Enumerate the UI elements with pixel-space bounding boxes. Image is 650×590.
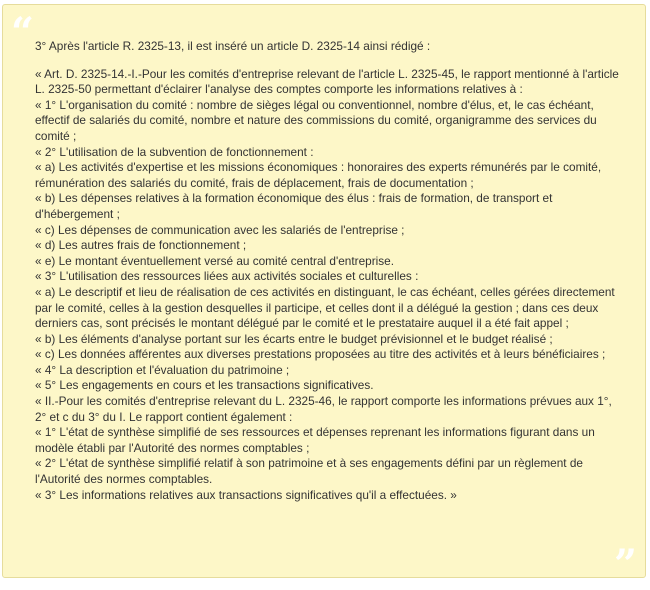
paragraph: « II.-Pour les comités d'entreprise relevant du L. 2325-46, le rapport comporte les informations prévues aux 1°, 2° et c du 3° du I. Le rapport contient également : — [35, 394, 612, 424]
paragraph: « 2° L'utilisation de la subvention de fonctionnement : — [35, 144, 314, 159]
open-quote-icon: “ — [11, 9, 35, 56]
paragraph: « a) Le descriptif et lieu de réalisation de ces activités en distinguant, le cas échéant, celles gérées directement par le comité, celles à la gestion desquelles il participe, et celles dont il a délégué la gestion ; dans ces deux derniers cas, sont précisés le montant délégué par le comité et le prestataire auquel il a été fait appel ; — [35, 284, 615, 331]
paragraph: « b) Les éléments d'analyse portant sur les écarts entre le budget prévisionnel et le budget réalisé ; — [35, 331, 553, 346]
close-quote-icon: ” — [613, 541, 637, 588]
paragraph: « 4° La description et l'évaluation du patrimoine ; — [35, 362, 290, 377]
paragraph: « 1° L'état de synthèse simplifié de ses ressources et dépenses reprenant les informations figurant dans un modèle établi par l'Autorité des normes comptables ; — [35, 425, 595, 455]
paragraph: « a) Les activités d'expertise et les missions économiques : honoraires des experts rémunérés par le comité, rémunération des salariés du comité, frais de déplacement, frais de documentation ; — [35, 160, 602, 190]
paragraph: « c) Les données afférentes aux diverses prestations proposées au titre des activités et à leurs bénéficiaires ; — [35, 347, 606, 362]
paragraph: « b) Les dépenses relatives à la formation économique des élus : frais de formation, de transport et d'hébergement ; — [35, 191, 553, 221]
paragraph: « d) Les autres frais de fonctionnement ; — [35, 238, 247, 253]
paragraph: « 1° L'organisation du comité : nombre de sièges légal ou conventionnel, nombre d'élus, et, le cas échéant, effectif de salariés du comité, nombre et nature des commissions du comité, organigramme des services du comité ; — [35, 97, 597, 143]
paragraph: « 3° Les informations relatives aux transactions significatives qu'il a effectuées. » — [35, 487, 457, 502]
article-text — [35, 67, 625, 504]
paragraph: « Art. D. 2325-14.-I.-Pour les comités d'entreprise relevant de l'article L. 2325-45, le rapport mentionné à l'article L. 2325-50 permettant d'éclairer l'analyse des comptes comporte les informations relatives à : — [35, 66, 619, 97]
paragraph: « 3° L'utilisation des ressources liées aux activités sociales et culturelles : — [35, 269, 419, 284]
paragraph: « 5° Les engagements en cours et les transactions significatives. — [35, 378, 374, 393]
quote-content — [35, 39, 625, 503]
paragraph: « 2° L'état de synthèse simplifié relatif à son patrimoine et à ses engagements défini par un règlement de l'Autorité des normes comptables. — [35, 456, 583, 487]
paragraph: « e) Le montant éventuellement versé au comité central d'entreprise. — [35, 253, 394, 268]
paragraph: « c) Les dépenses de communication avec les salariés de l'entreprise ; — [35, 222, 405, 237]
intro-paragraph: 3° Après l'article R. 2325-13, il est inséré un article D. 2325-14 ainsi rédigé : — [35, 39, 431, 53]
